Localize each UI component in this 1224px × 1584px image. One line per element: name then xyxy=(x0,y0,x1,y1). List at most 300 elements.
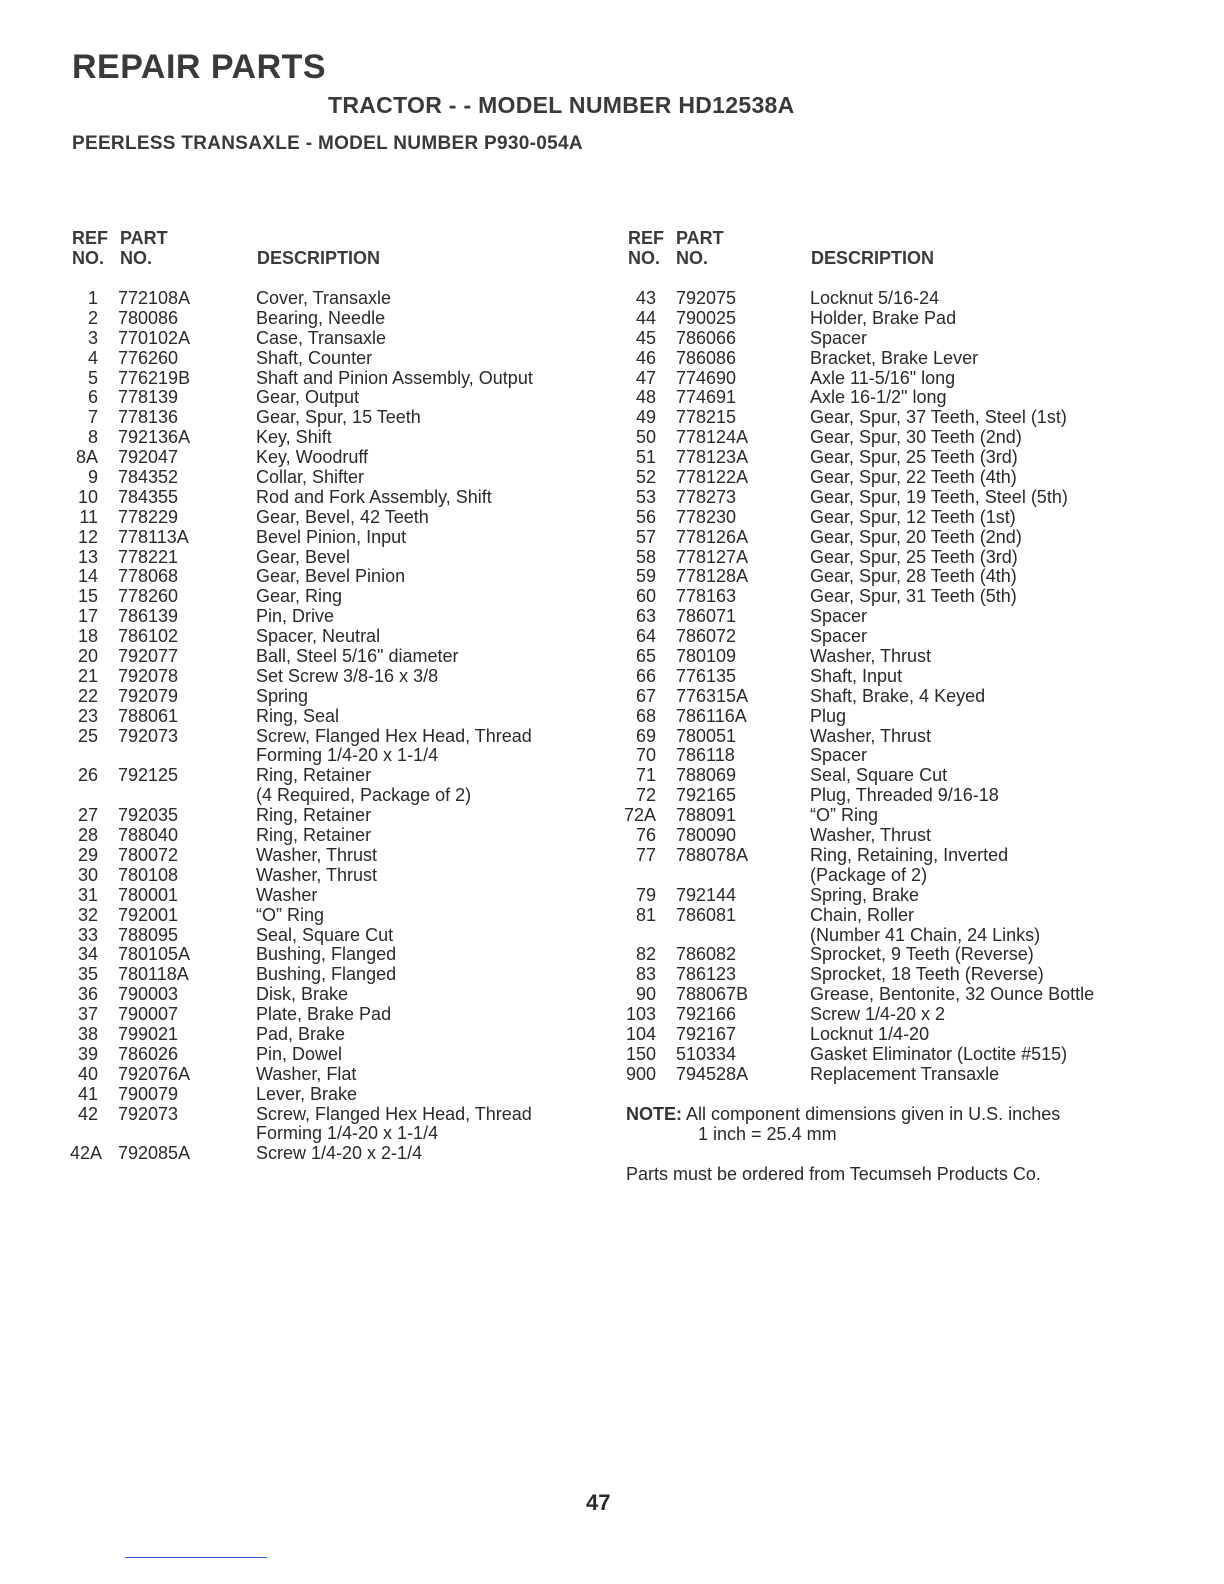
part-no-cell: 778126A xyxy=(676,526,749,547)
part-no-cell: 792125 xyxy=(118,765,179,786)
part-no-cell: 786139 xyxy=(118,606,179,627)
parts-row xyxy=(622,368,1142,388)
parts-row xyxy=(70,785,615,805)
transaxle-model-heading: PEERLESS TRANSAXLE - MODEL NUMBER P930-054A xyxy=(72,133,583,154)
note-line-2: 1 inch = 25.4 mm xyxy=(698,1124,837,1144)
part-no-cell: 778273 xyxy=(676,486,737,507)
description-cell: “O” Ring xyxy=(810,805,879,826)
description-cell: Forming 1/4-20 x 1-1/4 xyxy=(256,1123,439,1144)
parts-row xyxy=(622,825,1142,845)
part-no-cell: 790079 xyxy=(118,1083,179,1104)
ordering-instructions: Parts must be ordered from Tecumseh Products Co. xyxy=(626,1164,1041,1184)
parts-row xyxy=(70,487,615,507)
parts-row xyxy=(70,765,615,785)
description-cell: Ring, Retainer xyxy=(256,765,372,786)
parts-list-header xyxy=(70,226,615,288)
part-no-cell: 786026 xyxy=(118,1043,179,1064)
ref-no-cell: 35 xyxy=(77,964,98,985)
part-no-cell: 778221 xyxy=(118,546,179,567)
description-cell: Disk, Brake xyxy=(256,984,349,1005)
parts-row xyxy=(70,845,615,865)
part-no-cell: 794528A xyxy=(676,1063,749,1084)
description-cell: Washer xyxy=(256,884,318,905)
part-no-cell: 788078A xyxy=(676,844,749,865)
ref-no-cell: 51 xyxy=(635,447,656,468)
description-cell: Plate, Brake Pad xyxy=(256,1004,392,1025)
part-no-cell: 778260 xyxy=(118,586,179,607)
description-cell: Gear, Spur, 25 Teeth (3rd) xyxy=(810,546,1018,567)
part-no-cell: 786116A xyxy=(676,705,747,726)
part-no-cell: 780105A xyxy=(118,944,191,965)
parts-row xyxy=(70,626,615,646)
description-cell: Ball, Steel 5/16" diameter xyxy=(256,646,459,667)
description-cell: Ring, Retainer xyxy=(256,805,372,826)
ref-no-cell: 25 xyxy=(77,725,98,746)
parts-row xyxy=(622,666,1142,686)
description-cell: Shaft, Counter xyxy=(256,347,373,368)
part-no-cell: 778163 xyxy=(676,586,737,607)
parts-row xyxy=(70,706,615,726)
ref-no-cell: 37 xyxy=(77,1004,98,1025)
description-cell: Shaft, Brake, 4 Keyed xyxy=(810,685,986,706)
parts-rows-left xyxy=(70,288,615,1163)
parts-row xyxy=(70,427,615,447)
parts-row xyxy=(622,407,1142,427)
description-cell: Forming 1/4-20 x 1-1/4 xyxy=(256,745,439,766)
parts-row xyxy=(70,944,615,964)
ref-no-cell: 77 xyxy=(635,844,656,865)
part-no-cell: 786072 xyxy=(676,626,737,647)
description-cell: Collar, Shifter xyxy=(256,467,365,488)
ref-no-cell: 44 xyxy=(635,307,656,328)
ref-no-cell: 22 xyxy=(77,685,98,706)
part-no-cell: 778128A xyxy=(676,566,749,587)
description-cell: Bushing, Flanged xyxy=(256,964,397,985)
ref-no-cell: 42A xyxy=(70,1143,103,1164)
part-no-cell: 792144 xyxy=(676,884,737,905)
parts-row xyxy=(622,586,1142,606)
description-cell: Sprocket, 18 Teeth (Reverse) xyxy=(810,964,1044,985)
description-header: DESCRIPTION xyxy=(257,248,381,268)
parts-row xyxy=(622,328,1142,348)
part-no-cell: 786123 xyxy=(676,964,737,985)
description-cell: Gear, Spur, 30 Teeth (2nd) xyxy=(810,427,1022,448)
part-no-cell: 786102 xyxy=(118,626,179,647)
parts-row xyxy=(622,1004,1142,1024)
note-label: NOTE: xyxy=(626,1104,682,1124)
ref-no-cell: 72A xyxy=(623,805,656,826)
part-no-cell: 792073 xyxy=(118,1103,179,1124)
parts-row xyxy=(70,1084,615,1104)
ref-no-cell: 56 xyxy=(635,506,656,527)
description-cell: Gasket Eliminator (Loctite #515) xyxy=(810,1043,1068,1064)
parts-row xyxy=(70,1004,615,1024)
ref-no-cell: 4 xyxy=(87,347,98,368)
ref-no-cell: 41 xyxy=(77,1083,98,1104)
description-cell: Pin, Dowel xyxy=(256,1043,343,1064)
description-cell: Replacement Transaxle xyxy=(810,1063,1000,1084)
parts-row xyxy=(70,1044,615,1064)
part-no-cell: 792077 xyxy=(118,646,179,667)
ref-no-cell: 69 xyxy=(635,725,656,746)
parts-row xyxy=(622,646,1142,666)
ref-no-cell: 32 xyxy=(77,904,98,925)
ref-no-cell: 82 xyxy=(635,944,656,965)
part-no-cell: 780109 xyxy=(676,646,737,667)
parts-row xyxy=(70,646,615,666)
parts-row xyxy=(70,407,615,427)
description-cell: (Package of 2) xyxy=(810,864,928,885)
ref-no-cell: 72 xyxy=(635,785,656,806)
ref-no-cell: 43 xyxy=(635,288,656,308)
parts-row xyxy=(70,964,615,984)
parts-row xyxy=(622,925,1142,945)
ref-no-cell: 39 xyxy=(77,1043,98,1064)
part-no-cell: 776135 xyxy=(676,665,737,686)
part-no-cell: 792166 xyxy=(676,1004,737,1025)
description-cell: Washer, Flat xyxy=(256,1063,357,1084)
description-cell: Gear, Spur, 28 Teeth (4th) xyxy=(810,566,1017,587)
parts-row xyxy=(70,686,615,706)
parts-row xyxy=(70,805,615,825)
ref-no-cell: 15 xyxy=(77,586,98,607)
ref-no-cell: 50 xyxy=(635,427,656,448)
parts-row xyxy=(622,765,1142,785)
ref-no-cell: 23 xyxy=(77,705,98,726)
part-no-cell: 778215 xyxy=(676,407,737,428)
ref-no-cell: 57 xyxy=(635,526,656,547)
part-no-cell: 792035 xyxy=(118,805,179,826)
parts-row xyxy=(70,527,615,547)
parts-row xyxy=(70,1123,615,1143)
description-cell: Cover, Transaxle xyxy=(256,288,392,308)
description-cell: Spacer xyxy=(810,745,868,766)
ref-no-cell: 104 xyxy=(625,1023,656,1044)
parts-row xyxy=(622,288,1142,308)
ref-no-cell: 5 xyxy=(87,367,98,388)
parts-row xyxy=(70,825,615,845)
part-no-cell: 784355 xyxy=(118,486,179,507)
description-cell: Washer, Thrust xyxy=(256,844,378,865)
parts-row xyxy=(622,467,1142,487)
ref-no-cell: 40 xyxy=(77,1063,98,1084)
part-no-cell: 790025 xyxy=(676,307,737,328)
part-no-cell: 774690 xyxy=(676,367,737,388)
part-no-cell: 792167 xyxy=(676,1023,737,1044)
part-no-cell: 780086 xyxy=(118,307,179,328)
ref-no-cell: 18 xyxy=(77,626,98,647)
parts-row xyxy=(70,1024,615,1044)
ref-no-cell: 68 xyxy=(635,705,656,726)
description-cell: Pin, Drive xyxy=(256,606,335,627)
ref-no-cell: 900 xyxy=(625,1063,656,1084)
description-cell: Gear, Spur, 15 Teeth xyxy=(256,407,421,428)
dimension-note xyxy=(626,1104,1060,1144)
description-cell: Pad, Brake xyxy=(256,1023,346,1044)
description-cell: Bevel Pinion, Input xyxy=(256,526,407,547)
ref-no-cell: 2 xyxy=(87,307,98,328)
ref-no-cell: 63 xyxy=(635,606,656,627)
part-no-cell: 788069 xyxy=(676,765,737,786)
parts-row xyxy=(622,944,1142,964)
part-no-cell: 778122A xyxy=(676,467,749,488)
parts-row xyxy=(70,447,615,467)
parts-row xyxy=(70,865,615,885)
parts-row xyxy=(622,785,1142,805)
description-cell: Screw, Flanged Hex Head, Thread xyxy=(256,1103,532,1124)
ref-no-cell: 45 xyxy=(635,327,656,348)
parts-row xyxy=(622,427,1142,447)
note-line-1: All component dimensions given in U.S. inches xyxy=(686,1104,1061,1124)
parts-row xyxy=(622,1044,1142,1064)
ref-no-cell: 27 xyxy=(77,805,98,826)
parts-row xyxy=(70,1104,615,1124)
ref-no-cell: 29 xyxy=(77,844,98,865)
parts-row xyxy=(70,308,615,328)
description-cell: Gear, Spur, 22 Teeth (4th) xyxy=(810,467,1017,488)
parts-row xyxy=(70,925,615,945)
parts-rows-right xyxy=(622,288,1142,1084)
part-no-cell: 788067B xyxy=(676,984,749,1005)
description-cell: Plug xyxy=(810,705,847,726)
parts-row xyxy=(622,626,1142,646)
parts-row xyxy=(70,984,615,1004)
page-number: 47 xyxy=(586,1490,611,1515)
ref-no-cell: 49 xyxy=(635,407,656,428)
description-cell: Rod and Fork Assembly, Shift xyxy=(256,486,492,507)
ref-no-cell: 71 xyxy=(635,765,656,786)
parts-row xyxy=(70,387,615,407)
part-no-cell: 790003 xyxy=(118,984,179,1005)
part-no-cell: 788061 xyxy=(118,705,179,726)
part-no-cell: 778123A xyxy=(676,447,749,468)
ref-no-cell: 26 xyxy=(77,765,98,786)
ref-no-cell: 31 xyxy=(77,884,98,905)
parts-row xyxy=(622,527,1142,547)
part-no-cell: 784352 xyxy=(118,467,179,488)
part-no-cell: 780001 xyxy=(118,884,179,905)
ref-no-cell: 48 xyxy=(635,387,656,408)
description-cell: Spacer xyxy=(810,626,868,647)
parts-row xyxy=(622,1024,1142,1044)
description-cell: Ring, Retaining, Inverted xyxy=(810,844,1009,865)
parts-row xyxy=(622,308,1142,328)
ref-no-cell: 8 xyxy=(87,427,98,448)
ref-no-cell: 8A xyxy=(75,447,98,468)
ref-no-cell: 6 xyxy=(87,387,98,408)
ref-no-cell: 103 xyxy=(625,1004,656,1025)
description-cell: Bearing, Needle xyxy=(256,307,386,328)
parts-row xyxy=(622,865,1142,885)
description-cell: Washer, Thrust xyxy=(810,825,932,846)
parts-row xyxy=(622,387,1142,407)
ref-no-cell: 79 xyxy=(635,884,656,905)
part-no-cell: 799021 xyxy=(118,1023,179,1044)
ref-no-cell: 30 xyxy=(77,864,98,885)
part-no-cell: 792136A xyxy=(118,427,191,448)
parts-row xyxy=(622,885,1142,905)
description-cell: Shaft, Input xyxy=(810,665,903,686)
part-no-cell: 792073 xyxy=(118,725,179,746)
part-no-cell: 788095 xyxy=(118,924,179,945)
parts-row xyxy=(622,984,1142,1004)
parts-row xyxy=(70,507,615,527)
part-no-cell: 780118A xyxy=(118,964,189,985)
parts-row xyxy=(70,288,615,308)
description-cell: Gear, Spur, 12 Teeth (1st) xyxy=(810,506,1016,527)
parts-row xyxy=(70,726,615,746)
part-no-header: PART NO. xyxy=(120,228,168,268)
description-cell: “O” Ring xyxy=(256,904,325,925)
ref-no-cell: 33 xyxy=(77,924,98,945)
ref-no-cell: 70 xyxy=(635,745,656,766)
description-cell: Set Screw 3/8-16 x 3/8 xyxy=(256,665,439,686)
part-no-cell: 778124A xyxy=(676,427,749,448)
part-no-cell: 786066 xyxy=(676,327,737,348)
footer-rule xyxy=(125,1557,267,1558)
description-cell: Spacer, Neutral xyxy=(256,626,381,647)
part-no-cell: 792078 xyxy=(118,665,179,686)
parts-row xyxy=(622,606,1142,626)
ref-no-cell: 20 xyxy=(77,646,98,667)
ref-no-cell: 76 xyxy=(635,825,656,846)
parts-row xyxy=(622,487,1142,507)
description-cell: Gear, Spur, 20 Teeth (2nd) xyxy=(810,526,1022,547)
description-cell: Seal, Square Cut xyxy=(810,765,948,786)
part-no-cell: 786081 xyxy=(676,904,737,925)
parts-row xyxy=(70,885,615,905)
description-cell: Gear, Bevel, 42 Teeth xyxy=(256,506,429,527)
description-cell: Lever, Brake xyxy=(256,1083,358,1104)
description-cell: Gear, Output xyxy=(256,387,360,408)
parts-row xyxy=(70,606,615,626)
parts-row xyxy=(622,686,1142,706)
part-no-cell: 786118 xyxy=(676,745,735,766)
part-no-cell: 792165 xyxy=(676,785,737,806)
parts-row xyxy=(70,1143,615,1163)
description-cell: (Number 41 Chain, 24 Links) xyxy=(810,924,1041,945)
description-cell: Seal, Square Cut xyxy=(256,924,394,945)
description-cell: Screw, Flanged Hex Head, Thread xyxy=(256,725,532,746)
ref-no-cell: 7 xyxy=(87,407,98,428)
part-no-cell: 778127A xyxy=(676,546,749,567)
ref-no-cell: 59 xyxy=(635,566,656,587)
part-no-cell: 792001 xyxy=(118,904,179,925)
part-no-cell: 772108A xyxy=(118,288,191,308)
parts-row xyxy=(70,467,615,487)
description-cell: Washer, Thrust xyxy=(810,725,932,746)
tractor-model-heading: TRACTOR - - MODEL NUMBER HD12538A xyxy=(328,92,795,118)
ref-no-cell: 34 xyxy=(77,944,98,965)
ref-no-cell: 47 xyxy=(635,367,656,388)
parts-row xyxy=(622,1064,1142,1084)
parts-list-header xyxy=(622,226,1142,288)
parts-row xyxy=(70,745,615,765)
description-cell: Locknut 5/16-24 xyxy=(810,288,940,308)
description-cell: Holder, Brake Pad xyxy=(810,307,957,328)
parts-row xyxy=(622,905,1142,925)
description-cell: Plug, Threaded 9/16-18 xyxy=(810,785,999,806)
parts-row xyxy=(70,328,615,348)
parts-row xyxy=(70,1064,615,1084)
part-no-cell: 786071 xyxy=(676,606,737,627)
description-cell: Ring, Retainer xyxy=(256,825,372,846)
part-no-cell: 778136 xyxy=(118,407,179,428)
description-cell: Case, Transaxle xyxy=(256,327,387,348)
ref-no-cell: 13 xyxy=(77,546,98,567)
parts-row xyxy=(70,368,615,388)
description-cell: Spring xyxy=(256,685,309,706)
description-cell: Gear, Spur, 37 Teeth, Steel (1st) xyxy=(810,407,1067,428)
part-no-cell: 786082 xyxy=(676,944,737,965)
ref-no-cell: 67 xyxy=(635,685,656,706)
ref-no-cell: 65 xyxy=(635,646,656,667)
ref-no-cell: 1 xyxy=(87,288,98,308)
parts-row xyxy=(70,547,615,567)
description-cell: Key, Shift xyxy=(256,427,332,448)
ref-no-cell: 21 xyxy=(77,665,98,686)
part-no-cell: 780051 xyxy=(676,725,737,746)
parts-list-right xyxy=(622,226,1142,1084)
description-cell: Key, Woodruff xyxy=(256,447,369,468)
parts-row xyxy=(622,566,1142,586)
ref-no-cell: 58 xyxy=(635,546,656,567)
part-no-cell: 770102A xyxy=(118,327,191,348)
description-header: DESCRIPTION xyxy=(811,248,935,268)
part-no-header: PART NO. xyxy=(676,228,724,268)
ref-no-cell: 28 xyxy=(77,825,98,846)
part-no-cell: 792085A xyxy=(118,1143,191,1164)
part-no-cell: 778139 xyxy=(118,387,179,408)
description-cell: Screw 1/4-20 x 2-1/4 xyxy=(256,1143,423,1164)
part-no-cell: 780072 xyxy=(118,844,179,865)
parts-row xyxy=(70,905,615,925)
ref-no-cell: 10 xyxy=(77,486,98,507)
parts-row xyxy=(622,845,1142,865)
ref-no-cell: 46 xyxy=(635,347,656,368)
description-cell: Gear, Spur, 31 Teeth (5th) xyxy=(810,586,1017,607)
ref-no-cell: 17 xyxy=(77,606,98,627)
part-no-cell: 788091 xyxy=(676,805,737,826)
parts-row xyxy=(622,726,1142,746)
description-cell: Spacer xyxy=(810,327,868,348)
part-no-cell: 788040 xyxy=(118,825,179,846)
part-no-cell: 778229 xyxy=(118,506,179,527)
ref-no-header: REF NO. xyxy=(72,228,108,268)
ref-no-cell: 11 xyxy=(79,506,98,527)
page-title: REPAIR PARTS xyxy=(72,48,327,86)
parts-row xyxy=(70,586,615,606)
description-cell: Axle 11-5/16" long xyxy=(810,367,956,388)
ref-no-cell: 83 xyxy=(635,964,656,985)
part-no-cell: 776219B xyxy=(118,367,191,388)
ref-no-cell: 150 xyxy=(625,1043,656,1064)
ref-no-cell: 9 xyxy=(87,467,98,488)
part-no-cell: 776260 xyxy=(118,347,179,368)
part-no-cell: 778068 xyxy=(118,566,179,587)
description-cell: Bracket, Brake Lever xyxy=(810,347,979,368)
description-cell: Ring, Seal xyxy=(256,705,340,726)
part-no-cell: 792047 xyxy=(118,447,179,468)
description-cell: Spring, Brake xyxy=(810,884,920,905)
description-cell: Gear, Spur, 25 Teeth (3rd) xyxy=(810,447,1018,468)
part-no-cell: 776315A xyxy=(676,685,749,706)
description-cell: Axle 16-1/2" long xyxy=(810,387,947,408)
part-no-cell: 780090 xyxy=(676,825,737,846)
ref-no-cell: 14 xyxy=(77,566,98,587)
parts-row xyxy=(622,547,1142,567)
parts-row xyxy=(622,745,1142,765)
